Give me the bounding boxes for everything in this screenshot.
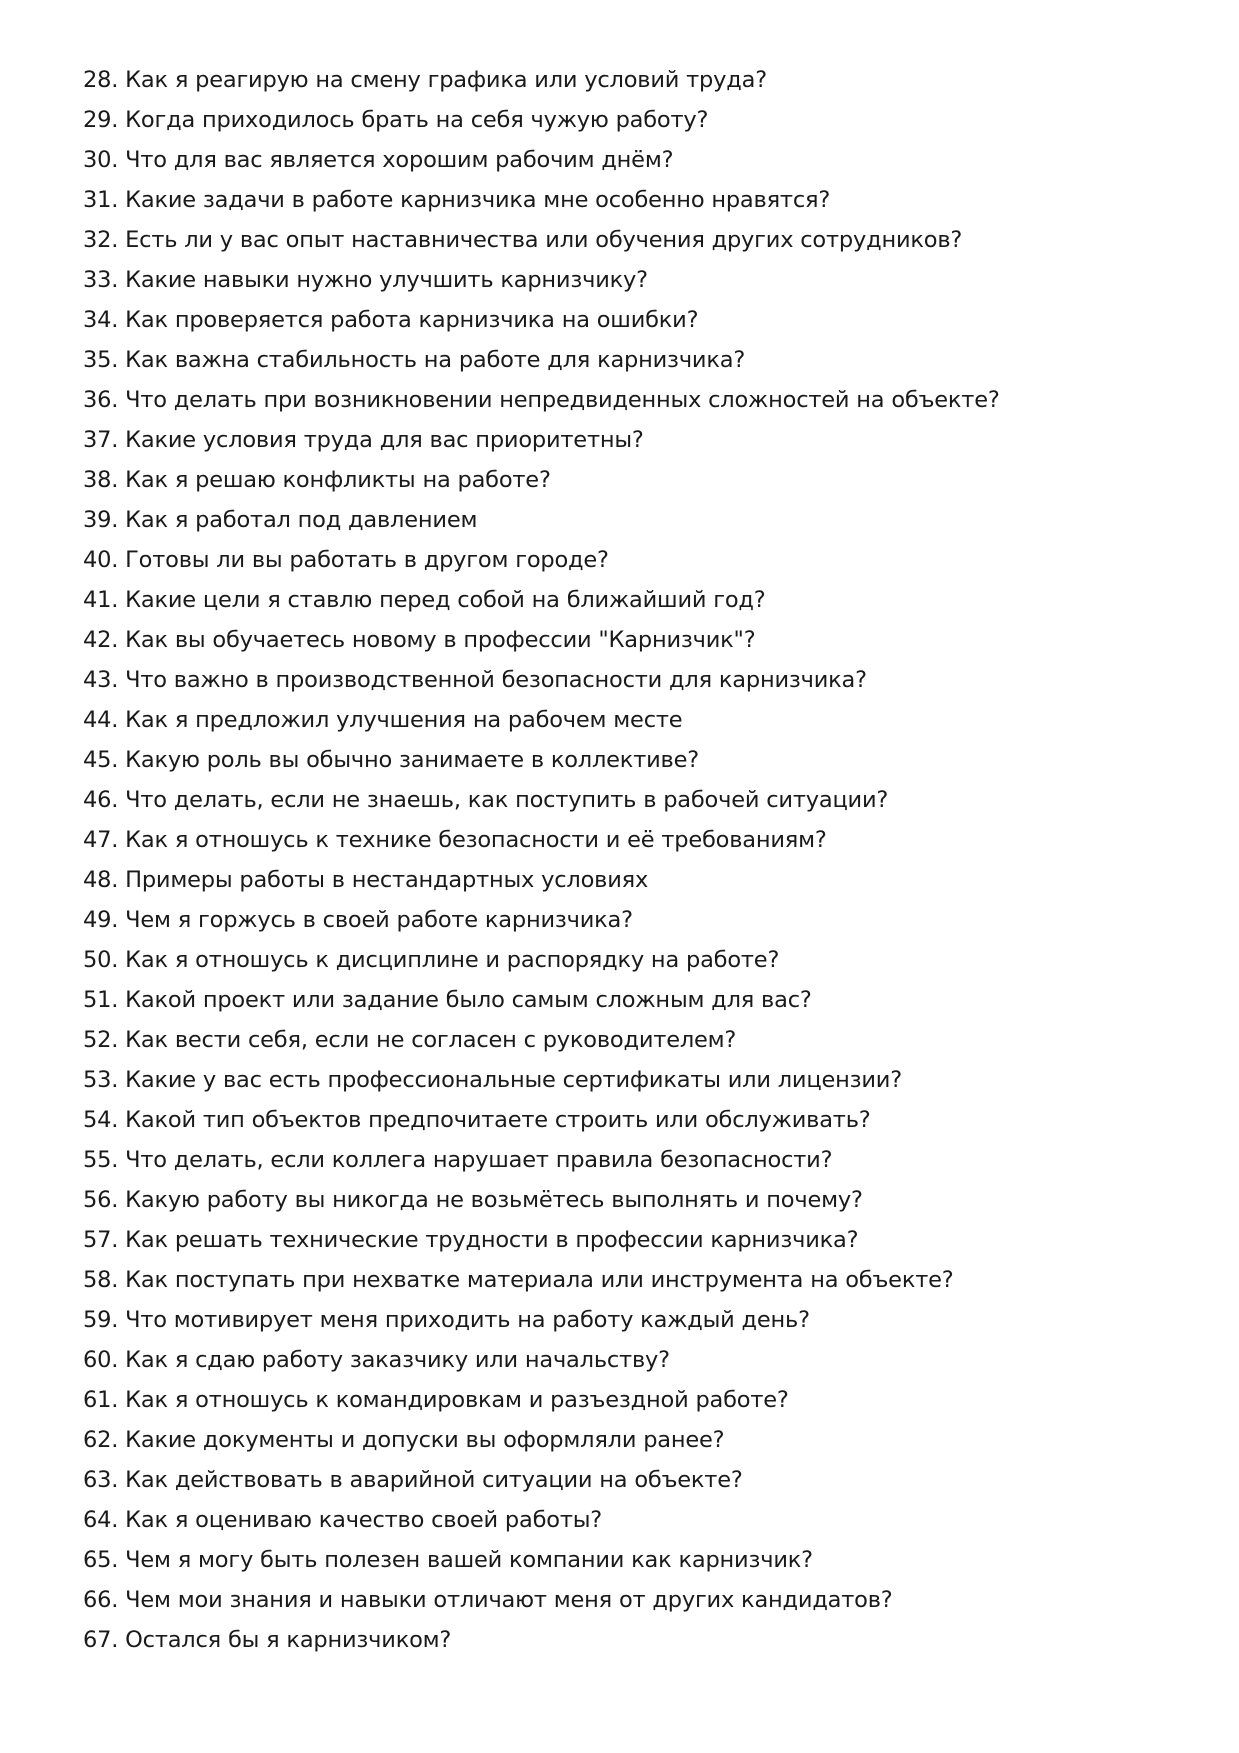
question-36: 36. Что делать при возникновении непредвиденных сложностей на объекте? bbox=[83, 387, 1000, 413]
question-32: 32. Есть ли у вас опыт наставничества или обучения других сотрудников? bbox=[83, 227, 963, 253]
question-54: 54. Какой тип объектов предпочитаете строить или обслуживать? bbox=[83, 1107, 871, 1133]
question-61: 61. Как я отношусь к командировкам и разъездной работе? bbox=[83, 1387, 789, 1413]
question-58: 58. Как поступать при нехватке материала или инструмента на объекте? bbox=[83, 1267, 954, 1293]
question-56: 56. Какую работу вы никогда не возьмётесь выполнять и почему? bbox=[83, 1187, 863, 1213]
question-66: 66. Чем мои знания и навыки отличают меня от других кандидатов? bbox=[83, 1587, 893, 1613]
question-40: 40. Готовы ли вы работать в другом городе? bbox=[83, 547, 609, 573]
question-55: 55. Что делать, если коллега нарушает правила безопасности? bbox=[83, 1147, 833, 1173]
question-28: 28. Как я реагирую на смену графика или условий труда? bbox=[83, 67, 767, 93]
question-50: 50. Как я отношусь к дисциплине и распорядку на работе? bbox=[83, 947, 780, 973]
question-48: 48. Примеры работы в нестандартных условиях bbox=[83, 867, 649, 893]
question-43: 43. Что важно в производственной безопасности для карнизчика? bbox=[83, 667, 867, 693]
question-57: 57. Как решать технические трудности в профессии карнизчика? bbox=[83, 1227, 859, 1253]
question-65: 65. Чем я могу быть полезен вашей компании как карнизчик? bbox=[83, 1547, 813, 1573]
question-67: 67. Остался бы я карнизчиком? bbox=[83, 1627, 452, 1653]
question-37: 37. Какие условия труда для вас приоритетны? bbox=[83, 427, 644, 453]
question-51: 51. Какой проект или задание было самым сложным для вас? bbox=[83, 987, 812, 1013]
question-62: 62. Какие документы и допуски вы оформляли ранее? bbox=[83, 1427, 725, 1453]
question-33: 33. Какие навыки нужно улучшить карнизчику? bbox=[83, 267, 648, 293]
question-39: 39. Как я работал под давлением bbox=[83, 507, 478, 533]
question-30: 30. Что для вас является хорошим рабочим днём? bbox=[83, 147, 674, 173]
question-46: 46. Что делать, если не знаешь, как поступить в рабочей ситуации? bbox=[83, 787, 889, 813]
question-47: 47. Как я отношусь к технике безопасности и её требованиям? bbox=[83, 827, 827, 853]
question-38: 38. Как я решаю конфликты на работе? bbox=[83, 467, 551, 493]
question-53: 53. Какие у вас есть профессиональные сертификаты или лицензии? bbox=[83, 1067, 902, 1093]
question-35: 35. Как важна стабильность на работе для карнизчика? bbox=[83, 347, 746, 373]
question-63: 63. Как действовать в аварийной ситуации на объекте? bbox=[83, 1467, 743, 1493]
question-45: 45. Какую роль вы обычно занимаете в коллективе? bbox=[83, 747, 699, 773]
question-34: 34. Как проверяется работа карнизчика на ошибки? bbox=[83, 307, 699, 333]
question-60: 60. Как я сдаю работу заказчику или начальству? bbox=[83, 1347, 670, 1373]
question-31: 31. Какие задачи в работе карнизчика мне особенно нравятся? bbox=[83, 187, 831, 213]
question-29: 29. Когда приходилось брать на себя чужую работу? bbox=[83, 107, 709, 133]
question-64: 64. Как я оцениваю качество своей работы? bbox=[83, 1507, 603, 1533]
question-49: 49. Чем я горжусь в своей работе карнизчика? bbox=[83, 907, 633, 933]
question-44: 44. Как я предложил улучшения на рабочем месте bbox=[83, 707, 683, 733]
question-59: 59. Что мотивирует меня приходить на работу каждый день? bbox=[83, 1307, 810, 1333]
question-41: 41. Какие цели я ставлю перед собой на ближайший год? bbox=[83, 587, 766, 613]
question-42: 42. Как вы обучаетесь новому в профессии "Карнизчик"? bbox=[83, 627, 756, 653]
question-52: 52. Как вести себя, если не согласен с руководителем? bbox=[83, 1027, 737, 1053]
question-list bbox=[83, 60, 1183, 1660]
